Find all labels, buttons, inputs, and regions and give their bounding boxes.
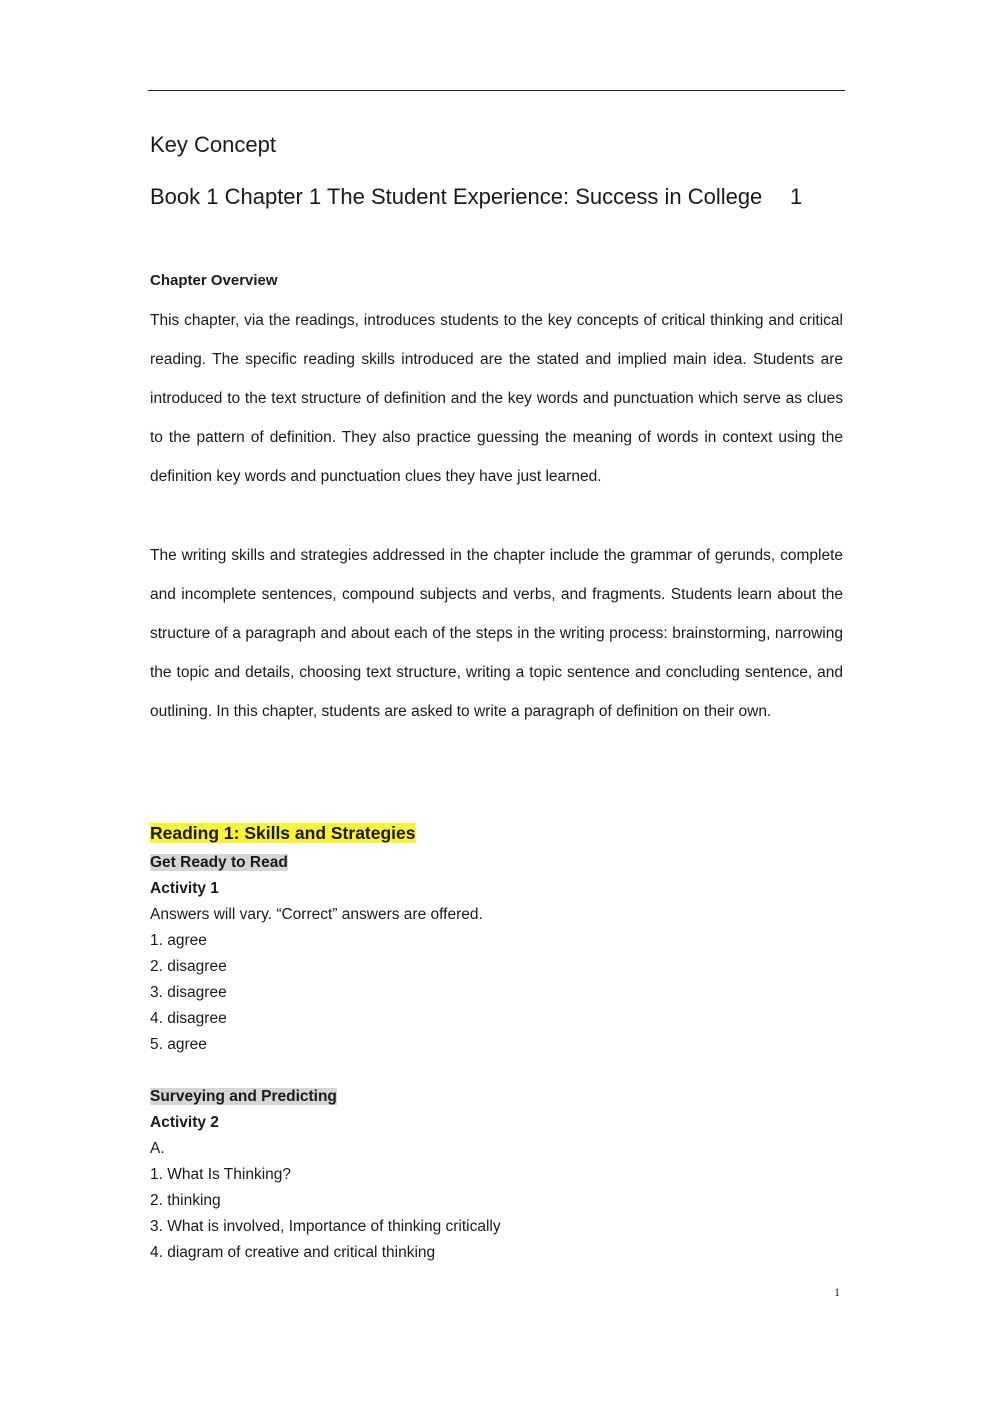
activity-2-part: A.	[150, 1140, 165, 1157]
surveying-subsection	[150, 1084, 501, 1110]
reading-1-title: Reading 1: Skills and Strategies	[150, 823, 416, 843]
reading-1-heading	[150, 823, 416, 844]
list-item: 1. agree	[150, 932, 207, 949]
chapter-title	[150, 184, 810, 210]
overview-paragraph-2: The writing skills and strategies addressed in the chapter include the grammar of gerunds, complete and incomplete sentences, compound subjects and verbs, and fragments. Students learn about the structure of a paragraph and about each of the steps in the writing process: brainstorming, narrowing the topic and details, choosing text structure, writing a topic sentence and concluding sentence, and outlining. In this chapter, students are asked to write a paragraph of definition on their own.	[150, 547, 843, 720]
chapter-title-text: Book 1 Chapter 1 The Student Experience: Success in College	[150, 184, 763, 209]
list-item: 4. diagram of creative and critical thinking	[150, 1244, 436, 1261]
surveying-label: Surveying and Predicting	[150, 1088, 337, 1105]
chapter-page-ref: 1	[790, 184, 803, 209]
get-ready-subsection	[150, 850, 483, 876]
reading-1-block	[150, 850, 483, 1058]
surveying-block	[150, 1084, 501, 1266]
page-number: 1	[834, 1285, 840, 1299]
list-item: 3. disagree	[150, 984, 227, 1001]
header-rule	[148, 90, 845, 91]
list-item: 3. What is involved, Importance of thinking critically	[150, 1218, 501, 1235]
list-item: 5. agree	[150, 1036, 207, 1053]
overview-paragraph-1: This chapter, via the readings, introduces students to the key concepts of critical thinking and critical reading. The specific reading skills introduced are the stated and implied main idea. Students are introduced to the text structure of definition and the key words and punctuation which serve as clues to the pattern of definition. They also practice guessing the meaning of words in context using the definition key words and punctuation clues they have just learned.	[150, 312, 843, 485]
list-item: 4. disagree	[150, 1010, 227, 1027]
list-item: 1. What Is Thinking?	[150, 1166, 292, 1183]
get-ready-label: Get Ready to Read	[150, 854, 288, 871]
list-item: 2. thinking	[150, 1192, 221, 1209]
chapter-overview-label: Chapter Overview	[150, 272, 278, 289]
activity-2-label: Activity 2	[150, 1114, 219, 1131]
key-concept-heading: Key Concept	[150, 132, 276, 157]
activity-1-note: Answers will vary. “Correct” answers are offered.	[150, 906, 483, 923]
list-item: 2. disagree	[150, 958, 227, 975]
activity-1-label: Activity 1	[150, 880, 219, 897]
